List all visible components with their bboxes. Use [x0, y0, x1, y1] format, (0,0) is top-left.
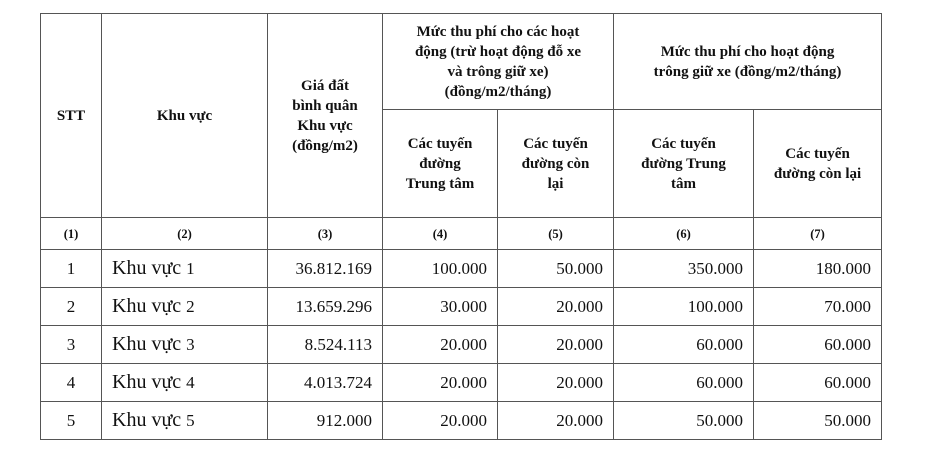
area-number: 3 [186, 335, 195, 354]
cell-land-price: 912.000 [268, 402, 383, 440]
area-number: 4 [186, 373, 195, 392]
cell-parking-other: 180.000 [754, 250, 882, 288]
cell-parking-other: 60.000 [754, 364, 882, 402]
cell-land-price: 36.812.169 [268, 250, 383, 288]
cell-area [102, 326, 268, 364]
cell-parking-center: 60.000 [614, 364, 754, 402]
cell-area [102, 288, 268, 326]
table-row [41, 288, 882, 326]
header-col4-line: Trung tâm [405, 175, 475, 192]
cell-stt: 1 [41, 250, 102, 288]
cell-land-price: 4.013.724 [268, 364, 383, 402]
header-col6-line: tâm [671, 175, 697, 192]
column-index: (4) [383, 218, 498, 250]
area-number: 5 [186, 411, 195, 430]
column-index: (3) [268, 218, 383, 250]
cell-fee-other: 20.000 [498, 402, 614, 440]
header-land-price-line: bình quân [292, 97, 358, 114]
cell-land-price: 8.524.113 [268, 326, 383, 364]
header-group-parking [614, 14, 882, 110]
header-col4 [383, 110, 498, 218]
column-index-row [41, 218, 882, 250]
cell-stt: 5 [41, 402, 102, 440]
cell-stt: 3 [41, 326, 102, 364]
header-group-activities-line: và trông giữ xe) [447, 63, 549, 80]
header-col5-line: đường còn [521, 155, 590, 172]
cell-fee-center: 30.000 [383, 288, 498, 326]
table-body [41, 250, 882, 440]
header-area: Khu vực [102, 14, 268, 218]
header-col5-line: lại [547, 175, 564, 192]
header-col5-line: Các tuyến [523, 135, 588, 152]
cell-land-price: 13.659.296 [268, 288, 383, 326]
header-stt: STT [41, 14, 102, 218]
cell-fee-other: 20.000 [498, 326, 614, 364]
header-col4-line: Các tuyến [407, 135, 473, 152]
area-label: Khu vực [112, 295, 182, 317]
header-group-activities-line: động (trừ hoạt động đỗ xe [414, 43, 582, 60]
column-index: (5) [498, 218, 614, 250]
header-land-price [268, 14, 383, 218]
column-index: (7) [754, 218, 882, 250]
header-col6 [614, 110, 754, 218]
area-number: 1 [186, 259, 195, 278]
table-row [41, 326, 882, 364]
header-col7-line: Các tuyến [785, 145, 850, 162]
cell-fee-other: 50.000 [498, 250, 614, 288]
header-land-price-line: (đồng/m2) [292, 137, 358, 154]
cell-fee-other: 20.000 [498, 288, 614, 326]
header-group-parking-line: trông giữ xe (đồng/m2/tháng) [653, 63, 842, 80]
cell-fee-other: 20.000 [498, 364, 614, 402]
header-col4-line: đường [419, 155, 461, 172]
area-label: Khu vực [112, 409, 182, 431]
header-col6-line: đường Trung [641, 155, 726, 172]
cell-parking-other: 60.000 [754, 326, 882, 364]
header-col5 [498, 110, 614, 218]
column-index: (6) [614, 218, 754, 250]
cell-parking-other: 50.000 [754, 402, 882, 440]
table-row [41, 250, 882, 288]
table-header [41, 14, 882, 250]
table-row [41, 402, 882, 440]
column-index: (1) [41, 218, 102, 250]
area-label: Khu vực [112, 257, 182, 279]
column-index: (2) [102, 218, 268, 250]
cell-fee-center: 20.000 [383, 364, 498, 402]
header-group-parking-line: Mức thu phí cho hoạt động [660, 43, 835, 60]
cell-fee-center: 100.000 [383, 250, 498, 288]
fee-table [40, 13, 882, 440]
header-col7 [754, 110, 882, 218]
cell-stt: 4 [41, 364, 102, 402]
cell-parking-center: 350.000 [614, 250, 754, 288]
cell-area [102, 364, 268, 402]
header-col6-line: Các tuyến [651, 135, 716, 152]
cell-parking-center: 50.000 [614, 402, 754, 440]
table-row [41, 364, 882, 402]
header-land-price-line: Khu vực [297, 117, 353, 134]
header-col7-line: đường còn lại [773, 165, 862, 182]
area-number: 2 [186, 297, 195, 316]
cell-area [102, 402, 268, 440]
cell-parking-other: 70.000 [754, 288, 882, 326]
cell-fee-center: 20.000 [383, 402, 498, 440]
cell-parking-center: 100.000 [614, 288, 754, 326]
cell-area [102, 250, 268, 288]
cell-parking-center: 60.000 [614, 326, 754, 364]
header-group-activities [383, 14, 614, 110]
cell-stt: 2 [41, 288, 102, 326]
header-group-activities-line: (đồng/m2/tháng) [444, 83, 552, 100]
cell-fee-center: 20.000 [383, 326, 498, 364]
header-group-activities-line: Mức thu phí cho các hoạt [416, 23, 580, 40]
area-label: Khu vực [112, 371, 182, 393]
header-land-price-line: Giá đất [301, 77, 349, 94]
area-label: Khu vực [112, 333, 182, 355]
